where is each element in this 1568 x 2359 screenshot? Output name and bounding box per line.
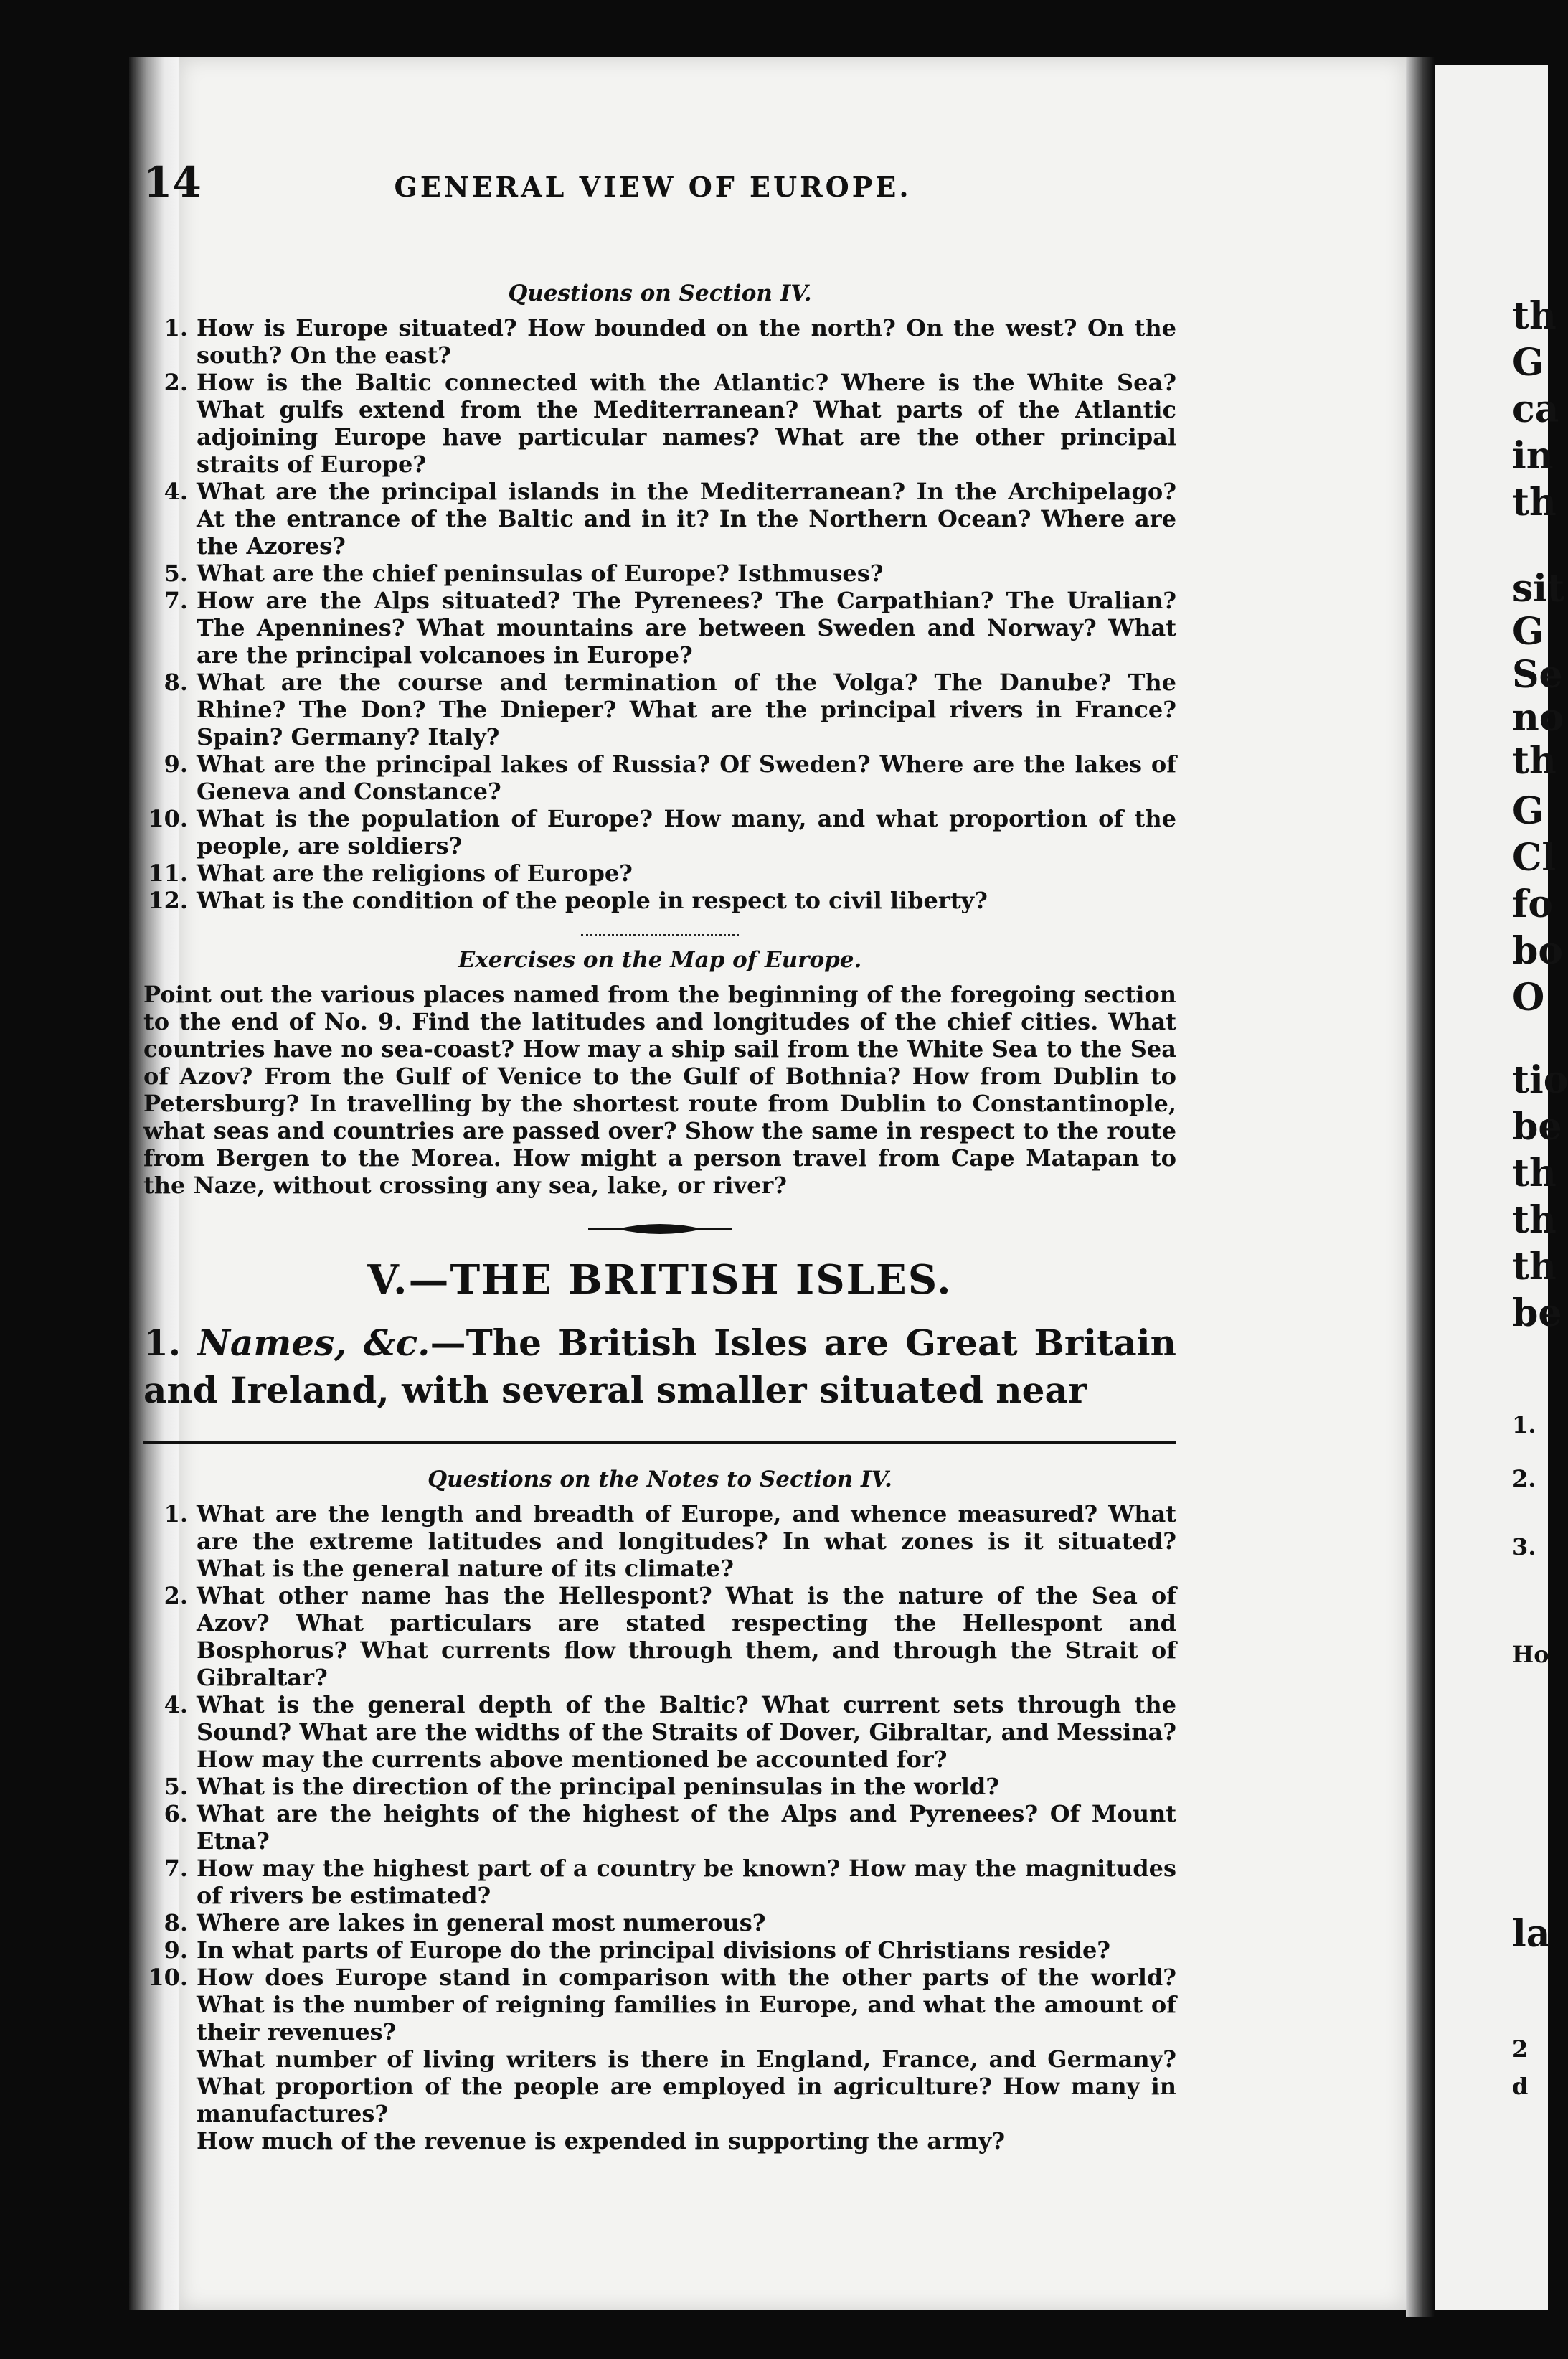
facing-page-fragment: fo	[1512, 882, 1554, 926]
question-text: What is the general depth of the Baltic? What current sets through the Sound? What are the widths of the Straits of Dover, Gibraltar, and Messina? How may the currents above mentioned be accounted for?	[197, 1691, 1176, 1773]
questions-list	[143, 314, 1176, 914]
question-item	[143, 2127, 1176, 2155]
question-number: 11.	[148, 860, 188, 887]
question-item	[143, 669, 1176, 750]
question-number: 7.	[164, 587, 188, 614]
question-number: 6.	[164, 1800, 188, 1827]
question-item	[143, 860, 1176, 887]
facing-page-fragment: Se	[1512, 653, 1563, 697]
question-text: What are the course and termination of the Volga? The Danube? The Rhine? The Don? The Dnieper? What are the principal rivers in France? Spain? Germany? Italy?	[197, 669, 1176, 750]
question-number: 10.	[148, 805, 188, 832]
question-item	[143, 478, 1176, 560]
chapter-paragraph	[143, 1319, 1176, 1414]
page-content	[143, 280, 1176, 2155]
question-text: How may the highest part of a country be known? How may the magnitudes of rivers be estimated?	[197, 1855, 1176, 1909]
wavy-divider	[581, 924, 739, 936]
facing-page-fragment: sit	[1512, 567, 1565, 611]
question-text: In what parts of Europe do the principal divisions of Christians reside?	[197, 1936, 1111, 1964]
question-number: 8.	[164, 1909, 188, 1936]
question-number: 8.	[164, 669, 188, 696]
facing-page-fragment: tio	[1512, 1058, 1568, 1102]
paragraph-text: —The British Isles are Great Britain and Ireland, with several smaller situated near	[143, 1322, 1176, 1411]
question-item	[143, 1500, 1176, 1582]
facing-page-fragment: 2.	[1512, 1465, 1536, 1492]
facing-page-fragment: Ho	[1512, 1641, 1549, 1668]
question-text: How much of the revenue is expended in supporting the army?	[197, 2127, 1006, 2155]
paragraph-label: Names, &c.	[197, 1322, 430, 1364]
question-item	[143, 805, 1176, 860]
question-number: 5.	[164, 560, 188, 587]
question-item	[143, 369, 1176, 478]
question-text: What is the population of Europe? How many, and what proportion of the people, are soldiers?	[197, 805, 1176, 860]
running-title: GENERAL VIEW OF EUROPE.	[394, 171, 912, 203]
question-number: 9.	[164, 1936, 188, 1964]
notes-questions-list	[143, 1500, 1176, 2155]
question-text: What is the direction of the principal peninsulas in the world?	[197, 1773, 1000, 1800]
question-item	[143, 887, 1176, 914]
facing-page-fragment: th	[1512, 1245, 1557, 1289]
facing-page-fragment: bo	[1512, 929, 1564, 973]
question-item	[143, 1936, 1176, 1964]
question-item	[143, 1855, 1176, 1909]
facing-page-fragment: G	[1512, 610, 1544, 654]
question-text: How does Europe stand in comparison with the other parts of the world? What is the number of reigning families in Europe, and what the amount of their revenues?	[197, 1964, 1176, 2045]
question-item	[143, 1909, 1176, 1936]
question-number: 7.	[164, 1855, 188, 1882]
facing-page-fragment: G	[1512, 789, 1544, 833]
questions-heading: Questions on Section IV.	[508, 281, 812, 306]
ornament-divider	[588, 1220, 732, 1238]
facing-page-fragment: be	[1512, 1105, 1562, 1149]
facing-page-fragment: th	[1512, 739, 1557, 783]
question-item	[143, 750, 1176, 805]
question-number: 2.	[164, 369, 188, 396]
facing-page-fragment: in	[1512, 434, 1554, 478]
chapter-title: V.—THE BRITISH ISLES.	[367, 1256, 953, 1304]
paragraph-number: 1.	[143, 1322, 181, 1364]
facing-page-fragment: 3.	[1512, 1533, 1536, 1560]
question-number: 4.	[164, 478, 188, 505]
question-number: 9.	[164, 750, 188, 778]
question-item	[143, 1964, 1176, 2045]
exercises-heading: Exercises on the Map of Europe.	[458, 947, 862, 973]
question-text: Where are lakes in general most numerous?	[197, 1909, 766, 1936]
question-number: 10.	[148, 1964, 188, 1991]
question-item	[143, 560, 1176, 587]
facing-page-fragment: la	[1512, 1912, 1551, 1956]
question-text: What is the condition of the people in respect to civil liberty?	[197, 887, 988, 914]
question-text: What number of living writers is there in England, France, and Germany? What proportion of the people are employed in agriculture? How many in manufactures?	[197, 2045, 1176, 2127]
page-header	[143, 158, 1162, 222]
facing-page-fragment: th	[1512, 294, 1557, 338]
question-number: 2.	[164, 1582, 188, 1609]
facing-page-fragment: Cl	[1512, 836, 1557, 880]
question-number: 12.	[148, 887, 188, 914]
notes-questions-heading: Questions on the Notes to Section IV.	[428, 1466, 892, 1492]
exercises-text: Point out the various places named from the beginning of the foregoing section to the end of No. 9. Find the latitudes and longitudes of the chief cities. What countries have no sea-coast? How may a ship sail from the White Sea to the Sea of Azov? From the Gulf of Venice to the Gulf of Bothnia? How from Dublin to Petersburg? In travelling by the shortest route from Dublin to Constantinople, what seas and countries are passed over? Show the same in respect to the route from Bergen to the Morea. How might a person travel from Cape Matapan to the Naze, without crossing any sea, lake, or river?	[143, 981, 1176, 1199]
question-item	[143, 1800, 1176, 1855]
facing-page-fragment: th	[1512, 1198, 1557, 1242]
facing-page-fragment: th	[1512, 1152, 1557, 1195]
question-text: What are the chief peninsulas of Europe? Isthmuses?	[197, 560, 884, 587]
question-text: What are the heights of the highest of the Alps and Pyrenees? Of Mount Etna?	[197, 1800, 1176, 1855]
facing-page-fragment: 2 d	[1512, 2035, 1529, 2100]
question-item	[143, 1691, 1176, 1773]
question-text: What are the religions of Europe?	[197, 860, 633, 887]
question-item	[143, 314, 1176, 369]
facing-page-fragment: th	[1512, 481, 1557, 524]
question-text: What are the length and breadth of Europe, and whence measured? What are the extreme latitudes and longitudes? In what zones is it situated? What is the general nature of its climate?	[197, 1500, 1176, 1582]
question-text: What are the principal islands in the Mediterranean? In the Archipelago? At the entrance of the Baltic and in it? In the Northern Ocean? Where are the Azores?	[197, 478, 1176, 560]
facing-page-fragment: ca	[1512, 387, 1559, 431]
facing-page-fragment: no	[1512, 696, 1564, 740]
facing-page-fragment: 1.	[1512, 1411, 1536, 1439]
facing-page-fragment: be	[1512, 1291, 1562, 1335]
question-number: 5.	[164, 1773, 188, 1800]
question-item	[143, 587, 1176, 669]
question-item	[143, 2045, 1176, 2127]
question-number: 1.	[164, 314, 188, 342]
question-number: 1.	[164, 1500, 188, 1527]
question-text: How are the Alps situated? The Pyrenees? The Carpathian? The Uralian? The Apennines? What mountains are between Sweden and Norway? What are the principal volcanoes in Europe?	[197, 587, 1176, 669]
facing-page-fragment: G	[1512, 341, 1544, 385]
question-number: 4.	[164, 1691, 188, 1718]
question-item	[143, 1582, 1176, 1691]
page-number: 14	[143, 158, 202, 207]
question-text: What other name has the Hellespont? What is the nature of the Sea of Azov? What particulars are stated respecting the Hellespont and Bosphorus? What currents flow through them, and through the Strait of Gibraltar?	[197, 1582, 1176, 1691]
question-text: How is the Baltic connected with the Atlantic? Where is the White Sea? What gulfs extend from the Mediterranean? What parts of the Atlantic adjoining Europe have particular names? What are the other principal straits of Europe?	[197, 369, 1176, 478]
question-item	[143, 1773, 1176, 1800]
footnote-rule	[143, 1441, 1176, 1444]
page-edge-shadow	[1406, 57, 1435, 2317]
question-text: How is Europe situated? How bounded on the north? On the west? On the south? On the east?	[197, 314, 1176, 369]
question-text: What are the principal lakes of Russia? Of Sweden? Where are the lakes of Geneva and Constance?	[197, 750, 1176, 805]
facing-page-fragment: O	[1512, 976, 1545, 1020]
